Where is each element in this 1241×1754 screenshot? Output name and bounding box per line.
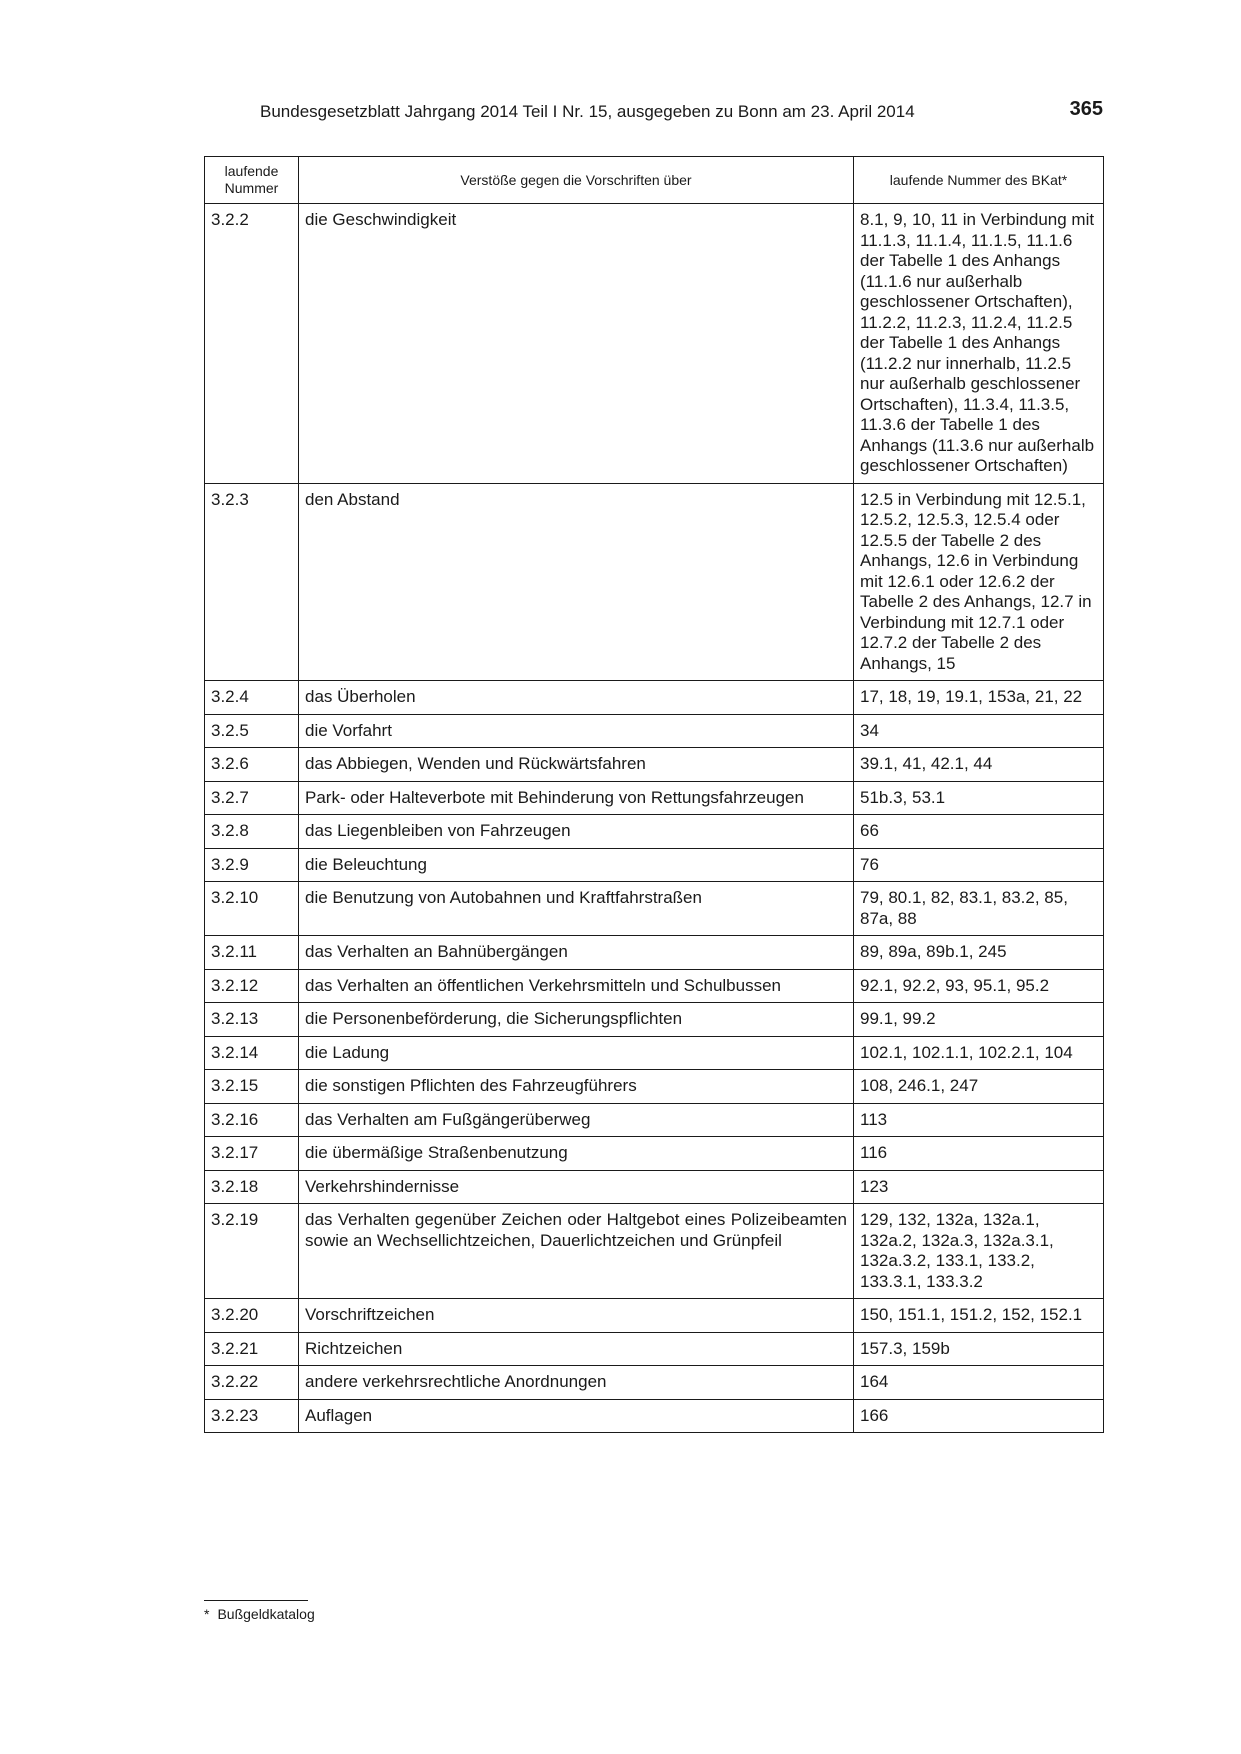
row-number: 3.2.22	[205, 1366, 299, 1400]
row-number: 3.2.12	[205, 969, 299, 1003]
row-bkat-numbers: 66	[854, 815, 1104, 849]
row-subject: den Abstand	[299, 483, 854, 681]
footnote-divider	[204, 1600, 308, 1601]
row-subject: die Vorfahrt	[299, 714, 854, 748]
row-number: 3.2.6	[205, 748, 299, 782]
table-row	[205, 204, 1104, 484]
row-subject: das Verhalten an Bahnübergängen	[299, 936, 854, 970]
row-subject: die sonstigen Pflichten des Fahrzeugführers	[299, 1070, 854, 1104]
table-row	[205, 1070, 1104, 1104]
row-number: 3.2.10	[205, 882, 299, 936]
row-number: 3.2.7	[205, 781, 299, 815]
row-subject: das Überholen	[299, 681, 854, 715]
row-subject: das Abbiegen, Wenden und Rückwärtsfahren	[299, 748, 854, 782]
row-number: 3.2.23	[205, 1399, 299, 1433]
row-bkat-numbers: 116	[854, 1137, 1104, 1171]
table-row	[205, 1170, 1104, 1204]
row-subject: die Benutzung von Autobahnen und Kraftfahrstraßen	[299, 882, 854, 936]
row-subject: die Beleuchtung	[299, 848, 854, 882]
row-bkat-numbers: 157.3, 159b	[854, 1332, 1104, 1366]
row-bkat-numbers: 99.1, 99.2	[854, 1003, 1104, 1037]
row-number: 3.2.18	[205, 1170, 299, 1204]
row-subject: das Verhalten an öffentlichen Verkehrsmitteln und Schulbussen	[299, 969, 854, 1003]
row-number: 3.2.3	[205, 483, 299, 681]
row-bkat-numbers: 92.1, 92.2, 93, 95.1, 95.2	[854, 969, 1104, 1003]
row-number: 3.2.19	[205, 1204, 299, 1299]
row-subject: Verkehrshindernisse	[299, 1170, 854, 1204]
row-number: 3.2.4	[205, 681, 299, 715]
row-bkat-numbers: 123	[854, 1170, 1104, 1204]
column-header-subject: Verstöße gegen die Vorschriften über	[299, 157, 854, 204]
row-number: 3.2.9	[205, 848, 299, 882]
row-number: 3.2.21	[205, 1332, 299, 1366]
row-bkat-numbers: 164	[854, 1366, 1104, 1400]
footnote	[204, 1606, 315, 1622]
row-bkat-numbers: 17, 18, 19, 19.1, 153a, 21, 22	[854, 681, 1104, 715]
row-bkat-numbers: 108, 246.1, 247	[854, 1070, 1104, 1104]
row-subject: die Personenbeförderung, die Sicherungspflichten	[299, 1003, 854, 1037]
table-row	[205, 1003, 1104, 1037]
header-title: Bundesgesetzblatt Jahrgang 2014 Teil I Nr. 15, ausgegeben zu Bonn am 23. April 2014	[260, 102, 915, 121]
row-number: 3.2.8	[205, 815, 299, 849]
row-subject: Vorschriftzeichen	[299, 1299, 854, 1333]
row-bkat-numbers: 8.1, 9, 10, 11 in Verbindung mit 11.1.3, 11.1.4, 11.1.5, 11.1.6 der Tabelle 1 des Anhangs (11.1.6 nur außerhalb geschlossener Ortschaften), 11.2.2, 11.2.3, 11.2.4, 11.2.5 der Tabelle 1 des Anhangs (11.2.2 nur innerhalb, 11.2.5 nur außerhalb geschlossener Ortschaften), 11.3.4, 11.3.5, 11.3.6 der Tabelle 1 des Anhangs (11.3.6 nur außerhalb geschlossener Ortschaften)	[854, 204, 1104, 484]
violations-table	[204, 156, 1104, 1433]
table-row	[205, 1366, 1104, 1400]
table-row	[205, 969, 1104, 1003]
column-header-bkat: laufende Nummer des BKat*	[854, 157, 1104, 204]
footnote-mark: *	[204, 1606, 210, 1622]
table-row	[205, 1036, 1104, 1070]
row-number: 3.2.17	[205, 1137, 299, 1171]
page-number: 365	[1069, 98, 1103, 120]
table-body	[205, 204, 1104, 1433]
row-number: 3.2.13	[205, 1003, 299, 1037]
row-subject: das Verhalten am Fußgängerüberweg	[299, 1103, 854, 1137]
row-bkat-numbers: 76	[854, 848, 1104, 882]
row-number: 3.2.16	[205, 1103, 299, 1137]
row-bkat-numbers: 150, 151.1, 151.2, 152, 152.1	[854, 1299, 1104, 1333]
table-row	[205, 1137, 1104, 1171]
row-number: 3.2.15	[205, 1070, 299, 1104]
table-row	[205, 1204, 1104, 1299]
row-subject: Park- oder Halteverbote mit Behinderung von Rettungsfahrzeugen	[299, 781, 854, 815]
row-number: 3.2.11	[205, 936, 299, 970]
row-subject: die Ladung	[299, 1036, 854, 1070]
table-row	[205, 848, 1104, 882]
row-bkat-numbers: 34	[854, 714, 1104, 748]
column-header-number: laufende Nummer	[205, 157, 299, 204]
row-bkat-numbers: 102.1, 102.1.1, 102.2.1, 104	[854, 1036, 1104, 1070]
row-number: 3.2.14	[205, 1036, 299, 1070]
row-subject: Auflagen	[299, 1399, 854, 1433]
row-bkat-numbers: 129, 132, 132a, 132a.1, 132a.2, 132a.3, 132a.3.1, 132a.3.2, 133.1, 133.2, 133.3.1, 133.3.2	[854, 1204, 1104, 1299]
row-bkat-numbers: 89, 89a, 89b.1, 245	[854, 936, 1104, 970]
table-row	[205, 815, 1104, 849]
row-bkat-numbers: 113	[854, 1103, 1104, 1137]
table-row	[205, 936, 1104, 970]
row-number: 3.2.2	[205, 204, 299, 484]
table-row	[205, 1332, 1104, 1366]
row-number: 3.2.5	[205, 714, 299, 748]
row-bkat-numbers: 51b.3, 53.1	[854, 781, 1104, 815]
row-subject: Richtzeichen	[299, 1332, 854, 1366]
table-row	[205, 1103, 1104, 1137]
table-header	[205, 157, 1104, 204]
table-row	[205, 714, 1104, 748]
row-subject: andere verkehrsrechtliche Anordnungen	[299, 1366, 854, 1400]
row-bkat-numbers: 79, 80.1, 82, 83.1, 83.2, 85, 87a, 88	[854, 882, 1104, 936]
row-bkat-numbers: 12.5 in Verbindung mit 12.5.1, 12.5.2, 12.5.3, 12.5.4 oder 12.5.5 der Tabelle 2 des Anhangs, 12.6 in Verbindung mit 12.6.1 oder 12.6.2 der Tabelle 2 des Anhangs, 12.7 in Verbindung mit 12.7.1 oder 12.7.2 der Tabelle 2 des Anhangs, 15	[854, 483, 1104, 681]
row-subject: die Geschwindigkeit	[299, 204, 854, 484]
row-subject: das Liegenbleiben von Fahrzeugen	[299, 815, 854, 849]
table-row	[205, 681, 1104, 715]
table-row	[205, 882, 1104, 936]
page-header	[204, 98, 1103, 128]
row-bkat-numbers: 166	[854, 1399, 1104, 1433]
row-subject: die übermäßige Straßenbenutzung	[299, 1137, 854, 1171]
table-row	[205, 483, 1104, 681]
row-subject: das Verhalten gegenüber Zeichen oder Haltgebot eines Polizeibeamten sowie an Wechsellichtzeichen, Dauerlichtzeichen und Grünpfeil	[299, 1204, 854, 1299]
footnote-text: Bußgeldkatalog	[217, 1606, 315, 1622]
table-row	[205, 1399, 1104, 1433]
row-number: 3.2.20	[205, 1299, 299, 1333]
table-row	[205, 781, 1104, 815]
table-row	[205, 1299, 1104, 1333]
table-row	[205, 748, 1104, 782]
row-bkat-numbers: 39.1, 41, 42.1, 44	[854, 748, 1104, 782]
